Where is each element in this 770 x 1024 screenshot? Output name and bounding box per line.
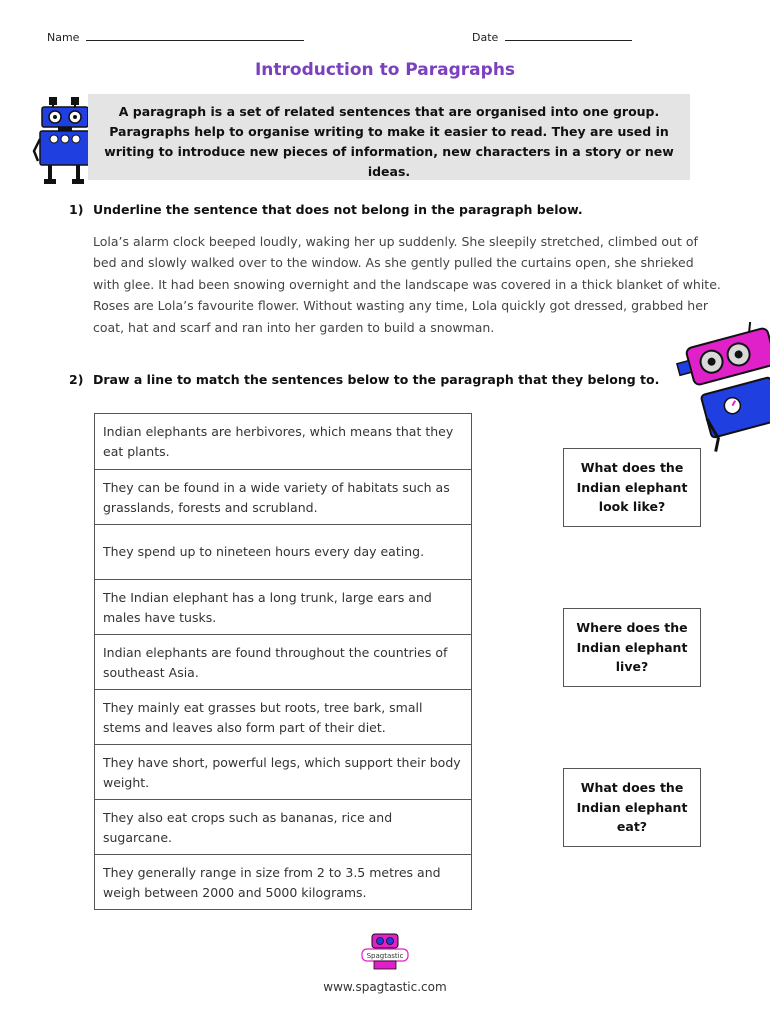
question-2-heading — [69, 372, 659, 387]
spagtastic-logo — [360, 932, 410, 972]
sentence-text: They generally range in size from 2 to 3.5 metres and weigh between 2000 and 5000 kilograms. — [103, 865, 441, 900]
sentence-row[interactable] — [95, 579, 471, 634]
question-1-text: Underline the sentence that does not belong in the paragraph below. — [93, 202, 583, 217]
logo-text: Spagtastic — [366, 952, 404, 960]
sentence-row[interactable] — [95, 744, 471, 799]
heading-box-appearance[interactable] — [563, 448, 701, 527]
question-2-number: 2) — [69, 372, 84, 387]
heading-text: Where does the Indian elephant live? — [576, 620, 688, 675]
sentence-text: They can be found in a wide variety of habitats such as grasslands, forests and scrubland. — [103, 480, 450, 515]
sentence-row[interactable] — [95, 854, 471, 909]
question-1-heading — [69, 202, 583, 217]
sentence-text: They mainly eat grasses but roots, tree bark, small stems and leaves also form part of their diet. — [103, 700, 423, 735]
question-1-number: 1) — [69, 202, 84, 217]
heading-text: What does the Indian elephant look like? — [576, 460, 688, 515]
heading-box-diet[interactable] — [563, 768, 701, 847]
pink-robot-illustration — [672, 322, 770, 454]
sentence-row[interactable] — [95, 524, 471, 579]
name-field[interactable] — [47, 30, 304, 44]
sentence-row[interactable] — [95, 414, 471, 469]
sentences-table — [94, 413, 472, 910]
sentence-row[interactable] — [95, 634, 471, 689]
question-2-text: Draw a line to match the sentences below to the paragraph that they belong to. — [93, 372, 660, 387]
date-line — [505, 30, 632, 41]
footer-url[interactable]: www.spagtastic.com — [323, 980, 447, 994]
intro-text: A paragraph is a set of related sentences that are organised into one group. Paragraphs help to organise writing to make it easier to read. They are used in writing to introduce new pieces of information, new characters in a story or new ideas. — [104, 104, 674, 179]
sentence-text: They spend up to nineteen hours every day eating. — [103, 544, 425, 560]
sentence-text: They also eat crops such as bananas, rice and sugarcane. — [103, 810, 393, 845]
sentence-row[interactable] — [95, 689, 471, 744]
heading-text: What does the Indian elephant eat? — [576, 780, 688, 835]
sentence-text: Indian elephants are found throughout the countries of southeast Asia. — [103, 645, 448, 680]
name-line — [86, 30, 304, 41]
name-label: Name — [47, 31, 80, 44]
date-field[interactable] — [472, 30, 632, 44]
heading-box-habitat[interactable] — [563, 608, 701, 687]
sentence-row[interactable] — [95, 799, 471, 854]
question-1-paragraph[interactable]: Lola’s alarm clock beeped loudly, waking her up suddenly. She sleepily stretched, climbed out of bed and slowly walked over to the window. As she gently pulled the curtains open, she shrieked with glee. It had been snowing overnight and the landscape was covered in a thick blanket of white. Roses are Lola’s favourite flower. Without wasting any time, Lola quickly got dressed, grabbed her coat, hat and scarf and ran into her garden to build a snowman. — [93, 234, 721, 335]
sentence-text: The Indian elephant has a long trunk, large ears and males have tusks. — [103, 590, 432, 625]
sentence-row[interactable] — [95, 469, 471, 524]
sentence-text: They have short, powerful legs, which support their body weight. — [103, 755, 461, 790]
page-title: Introduction to Paragraphs — [254, 60, 516, 80]
sentence-text: Indian elephants are herbivores, which means that they eat plants. — [103, 424, 454, 459]
date-label: Date — [472, 31, 499, 44]
